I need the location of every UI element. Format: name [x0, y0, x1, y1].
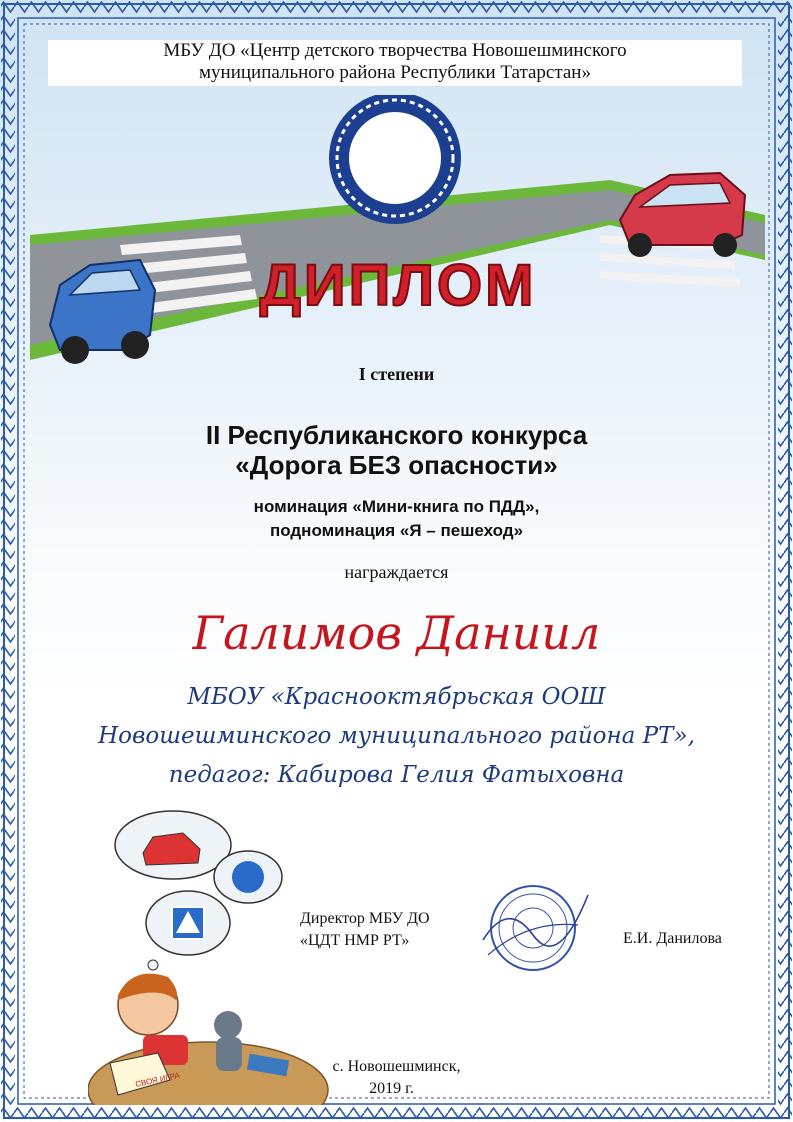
organization-line-2: муниципального района Республики Татарстан»	[199, 62, 591, 83]
director-title	[300, 908, 430, 952]
school-info	[0, 678, 793, 795]
official-stamp	[478, 880, 593, 975]
nomination-line-1: номинация «Мини-книга по ПДД»,	[253, 497, 540, 516]
nomination	[0, 495, 793, 543]
header-illustration	[30, 95, 765, 395]
place-label: с. Новошешминск,	[332, 1058, 461, 1075]
year-label: 2019 г.	[369, 1080, 414, 1097]
contest-line-1: II Республиканского конкурса	[205, 420, 588, 450]
director-name: Е.И. Данилова	[623, 930, 722, 947]
organization-line-1: МБУ ДО «Центр детского творчества Новошешминского	[163, 40, 627, 61]
degree-label: I степени	[358, 364, 435, 384]
book-label: СВОЯ ИГРА	[134, 1070, 181, 1089]
place-and-year	[0, 1056, 793, 1100]
red-car-icon	[620, 173, 745, 257]
emblem-circle	[329, 95, 461, 224]
cat-icon	[214, 1011, 242, 1039]
diploma-title: ДИПЛОМ	[259, 253, 537, 318]
organization-name	[48, 40, 742, 86]
nomination-line-2: подноминация «Я – пешеход»	[269, 521, 524, 540]
school-line-1: МБОУ «Краснооктябрьская ООШ	[187, 684, 606, 710]
bicycle-sign-icon	[232, 861, 264, 893]
contest-title	[0, 420, 793, 480]
director-title-line-2: «ЦДТ НМР РТ»	[300, 932, 410, 949]
school-line-3: педагог: Кабирова Гелия Фатыховна	[168, 762, 625, 788]
contest-line-2: «Дорога БЕЗ опасности»	[235, 450, 558, 480]
director-title-line-1: Директор МБУ ДО	[300, 910, 430, 927]
awarded-label: награждается	[344, 562, 449, 582]
winner-name: Галимов Даниил	[192, 606, 601, 660]
school-line-2: Новошешминского муниципального района РТ»,	[98, 723, 695, 749]
